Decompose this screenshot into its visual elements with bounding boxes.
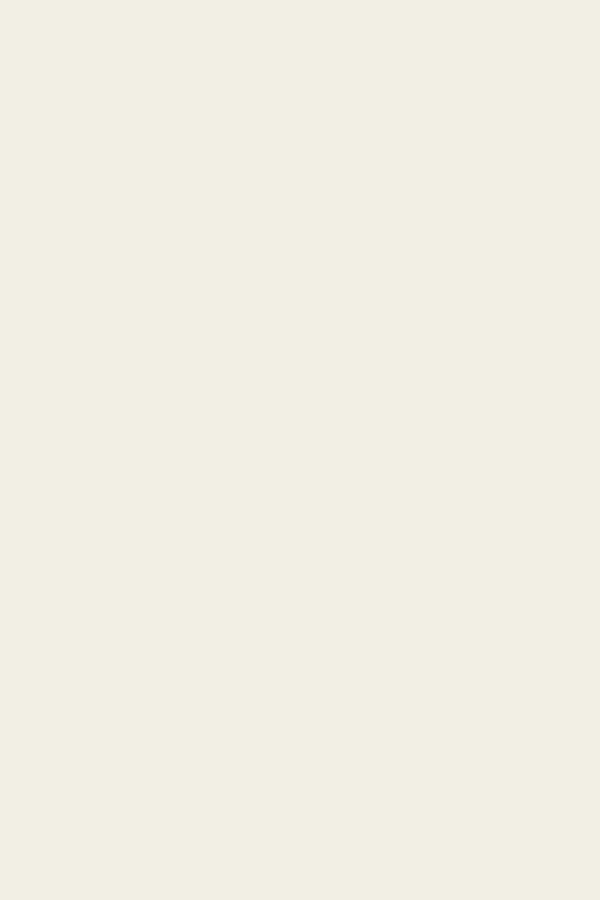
spacer-after-section-heading [40, 87, 545, 109]
page-content [40, 57, 545, 131]
spacer-before-section-heading [40, 57, 545, 87]
spacer-before-entries-bottom [40, 109, 545, 131]
